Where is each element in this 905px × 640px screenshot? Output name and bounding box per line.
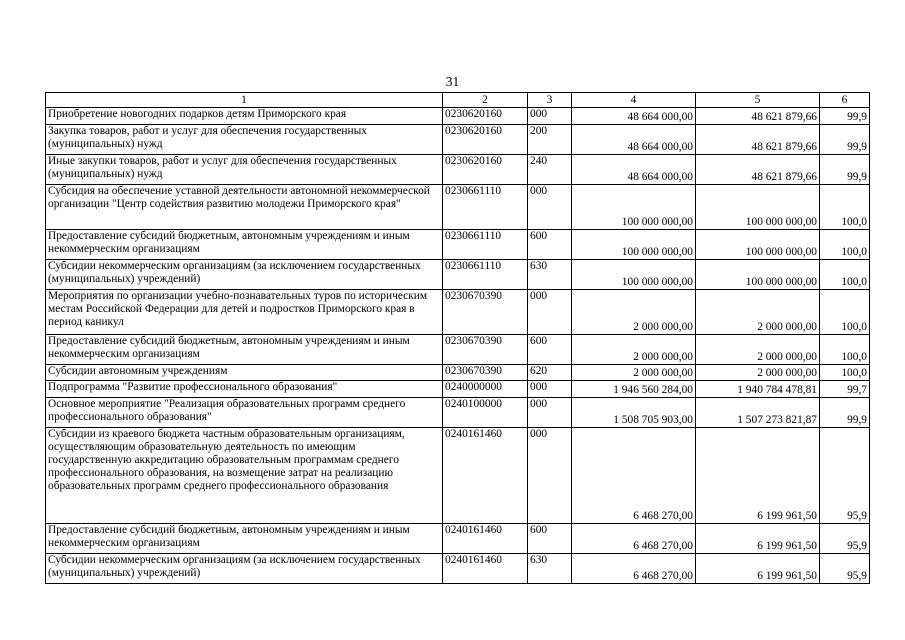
actual-amount-cell: 100 000 000,00 [696, 230, 820, 260]
row-name-cell: Иные закупки товаров, работ и услуг для обеспечения государственных (муниципальных) нужд [46, 155, 443, 185]
target-code-cell: 0230670390 [443, 290, 528, 335]
planned-amount-cell: 6 468 270,00 [572, 524, 696, 554]
expense-type-cell: 620 [528, 365, 572, 381]
row-name-cell: Подпрограмма "Развитие профессионального образования" [46, 381, 443, 398]
row-name-cell: Субсидии некоммерческим организациям (за исключением государственных (муниципальных) учреждений) [46, 260, 443, 290]
percent-cell: 95,9 [820, 524, 870, 554]
percent-cell: 99,9 [820, 125, 870, 155]
row-name-cell: Субсидии некоммерческим организациям (за исключением государственных (муниципальных) учреждений) [46, 554, 443, 584]
actual-amount-cell: 6 199 961,50 [696, 428, 820, 524]
actual-amount-cell: 1 940 784 478,81 [696, 381, 820, 398]
target-code-cell: 0230620160 [443, 125, 528, 155]
percent-cell: 95,9 [820, 554, 870, 584]
column-header: 6 [820, 93, 870, 108]
expense-type-cell: 000 [528, 290, 572, 335]
expense-type-cell: 630 [528, 554, 572, 584]
table-row [46, 524, 870, 554]
table-header-row [46, 93, 870, 108]
target-code-cell: 0240100000 [443, 398, 528, 428]
percent-cell: 99,9 [820, 108, 870, 125]
planned-amount-cell: 1 946 560 284,00 [572, 381, 696, 398]
table-row [46, 230, 870, 260]
actual-amount-cell: 48 621 879,66 [696, 108, 820, 125]
expense-type-cell: 600 [528, 230, 572, 260]
row-name-cell: Предоставление субсидий бюджетным, автономным учреждениям и иным некоммерческим организациям [46, 524, 443, 554]
table-row [46, 260, 870, 290]
target-code-cell: 0230670390 [443, 365, 528, 381]
actual-amount-cell: 6 199 961,50 [696, 524, 820, 554]
expense-type-cell: 000 [528, 398, 572, 428]
budget-table [45, 92, 870, 584]
expense-type-cell: 000 [528, 381, 572, 398]
actual-amount-cell: 48 621 879,66 [696, 155, 820, 185]
expense-type-cell: 630 [528, 260, 572, 290]
expense-type-cell: 600 [528, 335, 572, 365]
actual-amount-cell: 2 000 000,00 [696, 290, 820, 335]
table-row [46, 554, 870, 584]
target-code-cell: 0240000000 [443, 381, 528, 398]
percent-cell: 99,9 [820, 155, 870, 185]
row-name-cell: Субсидии из краевого бюджета частным образовательным организациям, осуществляющим образовательную деятельность по имеющим государственную аккредитацию образовательным программам среднего профессионального образования, на возмещение затрат на реализацию образовательных программ среднего профессионального образования [46, 428, 443, 524]
planned-amount-cell: 1 508 705 903,00 [572, 398, 696, 428]
target-code-cell: 0230670390 [443, 335, 528, 365]
column-header: 2 [443, 93, 528, 108]
table-row [46, 335, 870, 365]
column-header: 5 [696, 93, 820, 108]
target-code-cell: 0240161460 [443, 428, 528, 524]
row-name-cell: Субсидия на обеспечение уставной деятельности автономной некоммерческой организации "Центр содействия развитию молодежи Приморского края" [46, 185, 443, 230]
percent-cell: 99,9 [820, 398, 870, 428]
expense-type-cell: 200 [528, 125, 572, 155]
row-name-cell: Приобретение новогодних подарков детям Приморского края [46, 108, 443, 125]
planned-amount-cell: 6 468 270,00 [572, 428, 696, 524]
planned-amount-cell: 100 000 000,00 [572, 260, 696, 290]
column-header: 4 [572, 93, 696, 108]
percent-cell: 95,9 [820, 428, 870, 524]
expense-type-cell: 000 [528, 108, 572, 125]
target-code-cell: 0230661110 [443, 185, 528, 230]
planned-amount-cell: 48 664 000,00 [572, 155, 696, 185]
planned-amount-cell: 48 664 000,00 [572, 108, 696, 125]
percent-cell: 100,0 [820, 185, 870, 230]
row-name-cell: Субсидии автономным учреждениям [46, 365, 443, 381]
page-number: 31 [445, 74, 460, 89]
actual-amount-cell: 100 000 000,00 [696, 185, 820, 230]
expense-type-cell: 600 [528, 524, 572, 554]
table-row [46, 155, 870, 185]
table-row [46, 185, 870, 230]
planned-amount-cell: 2 000 000,00 [572, 290, 696, 335]
planned-amount-cell: 100 000 000,00 [572, 185, 696, 230]
row-name-cell: Основное мероприятие "Реализация образовательных программ среднего профессионального образования" [46, 398, 443, 428]
planned-amount-cell: 2 000 000,00 [572, 335, 696, 365]
planned-amount-cell: 100 000 000,00 [572, 230, 696, 260]
expense-type-cell: 240 [528, 155, 572, 185]
row-name-cell: Закупка товаров, работ и услуг для обеспечения государственных (муниципальных) нужд [46, 125, 443, 155]
table-row [46, 428, 870, 524]
column-header: 1 [46, 93, 443, 108]
percent-cell: 100,0 [820, 335, 870, 365]
target-code-cell: 0240161460 [443, 554, 528, 584]
percent-cell: 100,0 [820, 230, 870, 260]
row-name-cell: Мероприятия по организации учебно-познавательных туров по историческим местам Российской Федерации для детей и подростков Приморского края в период каникул [46, 290, 443, 335]
target-code-cell: 0230661110 [443, 260, 528, 290]
row-name-cell: Предоставление субсидий бюджетным, автономным учреждениям и иным некоммерческим организациям [46, 335, 443, 365]
actual-amount-cell: 1 507 273 821,87 [696, 398, 820, 428]
table-row [46, 125, 870, 155]
target-code-cell: 0240161460 [443, 524, 528, 554]
table-row [46, 398, 870, 428]
target-code-cell: 0230661110 [443, 230, 528, 260]
actual-amount-cell: 2 000 000,00 [696, 335, 820, 365]
percent-cell: 100,0 [820, 290, 870, 335]
row-name-cell: Предоставление субсидий бюджетным, автономным учреждениям и иным некоммерческим организациям [46, 230, 443, 260]
planned-amount-cell: 6 468 270,00 [572, 554, 696, 584]
table-row [46, 365, 870, 381]
actual-amount-cell: 2 000 000,00 [696, 365, 820, 381]
planned-amount-cell: 2 000 000,00 [572, 365, 696, 381]
expense-type-cell: 000 [528, 185, 572, 230]
expense-type-cell: 000 [528, 428, 572, 524]
percent-cell: 100,0 [820, 260, 870, 290]
target-code-cell: 0230620160 [443, 108, 528, 125]
table-row [46, 108, 870, 125]
actual-amount-cell: 48 621 879,66 [696, 125, 820, 155]
actual-amount-cell: 6 199 961,50 [696, 554, 820, 584]
actual-amount-cell: 100 000 000,00 [696, 260, 820, 290]
planned-amount-cell: 48 664 000,00 [572, 125, 696, 155]
percent-cell: 99,7 [820, 381, 870, 398]
table-row [46, 290, 870, 335]
table-row [46, 381, 870, 398]
percent-cell: 100,0 [820, 365, 870, 381]
target-code-cell: 0230620160 [443, 155, 528, 185]
column-header: 3 [528, 93, 572, 108]
